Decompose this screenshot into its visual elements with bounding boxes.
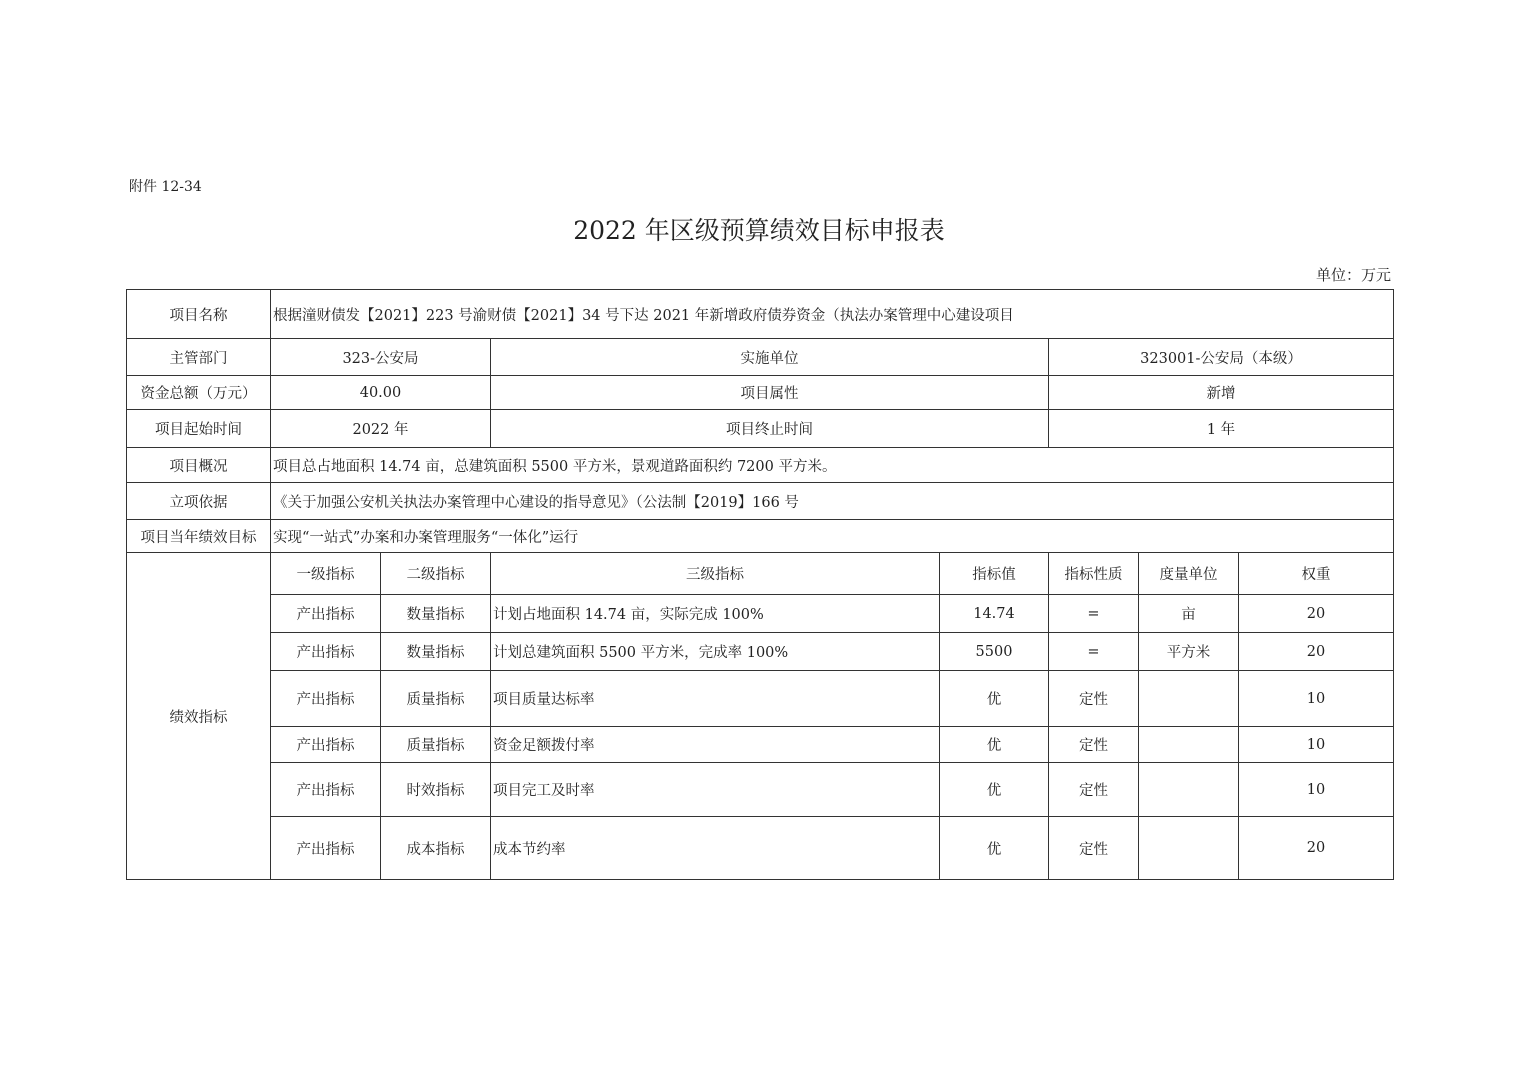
row-value: 优	[940, 817, 1049, 880]
row-nature: 定性	[1049, 763, 1139, 817]
row-unit	[1139, 671, 1239, 727]
perf-label: 绩效指标	[127, 553, 271, 880]
attachment-number: 附件 12-34	[129, 179, 202, 195]
end-value: 1 年	[1049, 410, 1394, 448]
row-l1: 产出指标	[271, 671, 381, 727]
row-l3: 项目质量达标率	[491, 671, 940, 727]
row-value: 优	[940, 763, 1049, 817]
project-name-label: 项目名称	[127, 290, 271, 339]
row-unit	[1139, 817, 1239, 880]
perf-header-value: 指标值	[940, 553, 1049, 595]
row-value: 5500	[940, 633, 1049, 671]
row-nature: 定性	[1049, 727, 1139, 763]
row-unit	[1139, 763, 1239, 817]
row-nature: =	[1049, 633, 1139, 671]
dept-value: 323-公安局	[271, 339, 491, 376]
end-label: 项目终止时间	[491, 410, 1049, 448]
row-l3: 成本节约率	[491, 817, 940, 880]
attr-label: 项目属性	[491, 376, 1049, 410]
table-row	[127, 633, 1394, 671]
project-name-value: 根据潼财债发【2021】223 号渝财债【2021】34 号下达 2021 年新增政府债券资金（执法办案管理中心建设项目	[271, 290, 1394, 339]
table-row	[127, 671, 1394, 727]
table-row	[127, 595, 1394, 633]
row-l3: 资金足额拨付率	[491, 727, 940, 763]
row-l2: 时效指标	[381, 763, 491, 817]
row-weight: 10	[1239, 671, 1394, 727]
perf-header-l3: 三级指标	[491, 553, 940, 595]
start-label: 项目起始时间	[127, 410, 271, 448]
impl-value: 323001-公安局（本级）	[1049, 339, 1394, 376]
impl-label: 实施单位	[491, 339, 1049, 376]
row-weight: 10	[1239, 763, 1394, 817]
budget-target-table	[126, 289, 1394, 880]
row-l2: 成本指标	[381, 817, 491, 880]
row-weight: 20	[1239, 817, 1394, 880]
row-unit	[1139, 727, 1239, 763]
row-l1: 产出指标	[271, 595, 381, 633]
perf-header-weight: 权重	[1239, 553, 1394, 595]
page-title: 2022 年区级预算绩效目标申报表	[573, 216, 945, 245]
perf-header-l1: 一级指标	[271, 553, 381, 595]
overview-label: 项目概况	[127, 448, 271, 483]
overview-value: 项目总占地面积 14.74 亩，总建筑面积 5500 平方米，景观道路面积约 7200 平方米。	[271, 448, 1394, 483]
row-weight: 20	[1239, 595, 1394, 633]
perf-header-l2: 二级指标	[381, 553, 491, 595]
table-row	[127, 727, 1394, 763]
unit-label: 单位：万元	[1315, 266, 1391, 284]
row-l3: 计划占地面积 14.74 亩，实际完成 100%	[491, 595, 940, 633]
goal-label: 项目当年绩效目标	[127, 520, 271, 553]
perf-header-nature: 指标性质	[1049, 553, 1139, 595]
basis-label: 立项依据	[127, 483, 271, 520]
fund-label: 资金总额（万元）	[127, 376, 271, 410]
goal-value: 实现“一站式”办案和办案管理服务“一体化”运行	[271, 520, 1394, 553]
row-value: 优	[940, 671, 1049, 727]
row-unit: 亩	[1139, 595, 1239, 633]
row-l1: 产出指标	[271, 727, 381, 763]
row-l2: 数量指标	[381, 633, 491, 671]
row-weight: 10	[1239, 727, 1394, 763]
row-l1: 产出指标	[271, 763, 381, 817]
basis-value: 《关于加强公安机关执法办案管理中心建设的指导意见》（公法制【2019】166 号	[271, 483, 1394, 520]
row-nature: 定性	[1049, 671, 1139, 727]
row-l3: 计划总建筑面积 5500 平方米，完成率 100%	[491, 633, 940, 671]
row-l1: 产出指标	[271, 817, 381, 880]
row-l3: 项目完工及时率	[491, 763, 940, 817]
fund-value: 40.00	[271, 376, 491, 410]
table-row	[127, 817, 1394, 880]
dept-label: 主管部门	[127, 339, 271, 376]
row-l2: 质量指标	[381, 671, 491, 727]
table-row	[127, 763, 1394, 817]
row-l2: 数量指标	[381, 595, 491, 633]
row-value: 14.74	[940, 595, 1049, 633]
row-l1: 产出指标	[271, 633, 381, 671]
perf-header-unit: 度量单位	[1139, 553, 1239, 595]
row-unit: 平方米	[1139, 633, 1239, 671]
row-nature: 定性	[1049, 817, 1139, 880]
row-weight: 20	[1239, 633, 1394, 671]
start-value: 2022 年	[271, 410, 491, 448]
row-value: 优	[940, 727, 1049, 763]
row-l2: 质量指标	[381, 727, 491, 763]
row-nature: =	[1049, 595, 1139, 633]
attr-value: 新增	[1049, 376, 1394, 410]
